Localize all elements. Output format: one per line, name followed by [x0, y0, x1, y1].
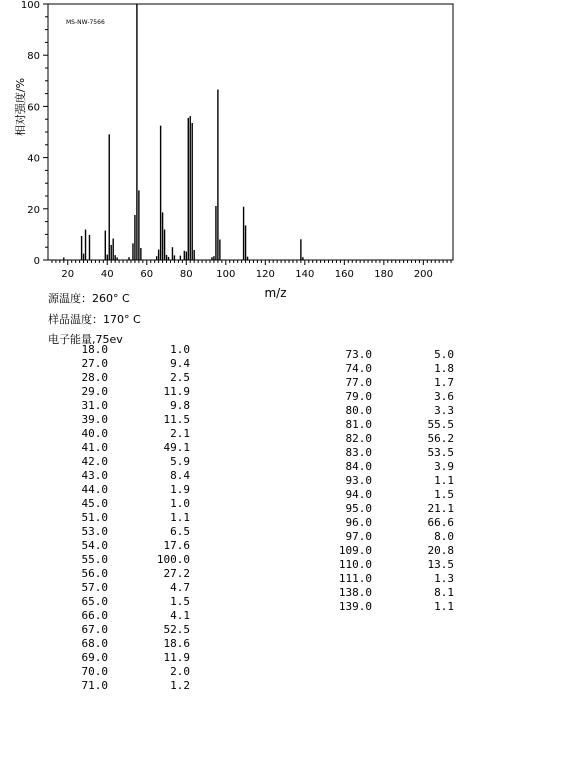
peak-row — [48, 441, 190, 455]
peak-row — [48, 665, 190, 679]
peak-row — [48, 469, 190, 483]
peak-intensity: 18.6 — [163, 637, 190, 650]
peak-row — [48, 399, 190, 413]
x-tick-label: 200 — [413, 269, 433, 280]
peak-row — [312, 404, 454, 418]
peak-mz: 41.0 — [81, 441, 108, 454]
y-tick-label: 0 — [33, 256, 40, 267]
peak-intensity: 2.5 — [170, 371, 190, 384]
peak-row — [312, 460, 454, 474]
peak-mz: 29.0 — [81, 385, 108, 398]
peak-row — [312, 488, 454, 502]
peak-row — [312, 530, 454, 544]
peak-row — [312, 474, 454, 488]
x-axis-label: m/z — [264, 286, 287, 300]
peak-row — [48, 637, 190, 651]
peak-intensity: 1.8 — [434, 362, 454, 375]
peak-mz: 109.0 — [338, 544, 372, 557]
peak-intensity: 8.0 — [434, 530, 454, 543]
peak-intensity: 13.5 — [427, 558, 454, 571]
peak-mz: 138.0 — [338, 586, 372, 599]
peak-mz: 96.0 — [345, 516, 372, 529]
electron-energy: 电子能量,75ev — [48, 333, 123, 346]
peak-row — [48, 553, 190, 567]
chart-title: MS-NW-7566 — [66, 19, 105, 26]
peak-intensity: 4.1 — [170, 609, 190, 622]
peak-row — [312, 376, 454, 390]
peak-mz: 77.0 — [345, 376, 372, 389]
peak-mz: 70.0 — [81, 665, 108, 678]
peak-mz: 39.0 — [81, 413, 108, 426]
peak-mz: 54.0 — [81, 539, 108, 552]
peak-intensity: 55.5 — [427, 418, 454, 431]
peak-row — [312, 600, 454, 614]
peak-mz: 95.0 — [345, 502, 372, 515]
peak-mz: 74.0 — [345, 362, 372, 375]
peak-intensity: 52.5 — [163, 623, 190, 636]
peak-intensity: 53.5 — [427, 446, 454, 459]
peak-row — [312, 432, 454, 446]
peak-row — [48, 385, 190, 399]
peak-intensity: 8.1 — [434, 586, 454, 599]
x-tick-label: 20 — [61, 269, 75, 280]
peak-row — [48, 413, 190, 427]
peak-row — [48, 357, 190, 371]
peak-intensity: 3.9 — [434, 460, 454, 473]
peak-mz: 84.0 — [345, 460, 372, 473]
peak-row — [312, 348, 454, 362]
peak-table-left — [48, 343, 190, 693]
peak-mz: 111.0 — [338, 572, 372, 585]
peak-row — [312, 572, 454, 586]
peak-intensity: 11.9 — [163, 385, 190, 398]
peak-row — [312, 558, 454, 572]
peak-intensity: 5.0 — [434, 348, 454, 361]
x-tick-label: 120 — [255, 269, 275, 280]
peak-mz: 18.0 — [81, 343, 108, 356]
peak-intensity: 2.0 — [170, 665, 190, 678]
peak-intensity: 3.6 — [434, 390, 454, 403]
peak-row — [48, 679, 190, 693]
peak-mz: 55.0 — [81, 553, 108, 566]
x-tick-label: 80 — [179, 269, 193, 280]
peak-row — [48, 595, 190, 609]
peak-row — [48, 651, 190, 665]
x-tick-label: 180 — [374, 269, 394, 280]
peak-intensity: 1.2 — [170, 679, 190, 692]
peak-mz: 68.0 — [81, 637, 108, 650]
peak-row — [48, 511, 190, 525]
peak-mz: 81.0 — [345, 418, 372, 431]
peak-row — [48, 343, 190, 357]
peak-intensity: 66.6 — [427, 516, 454, 529]
peak-row — [48, 581, 190, 595]
y-axis-label: 相对强度/% — [14, 77, 27, 137]
sample-temperature: 样品温度：170° C — [48, 313, 141, 326]
peak-intensity: 1.5 — [170, 595, 190, 608]
peak-mz: 71.0 — [81, 679, 108, 692]
peak-mz: 79.0 — [345, 390, 372, 403]
peak-table-right — [312, 348, 454, 614]
peak-intensity: 1.3 — [434, 572, 454, 585]
peak-intensity: 1.1 — [170, 511, 190, 524]
peak-intensity: 4.7 — [170, 581, 190, 594]
peak-mz: 82.0 — [345, 432, 372, 445]
peak-mz: 94.0 — [345, 488, 372, 501]
peak-intensity: 20.8 — [427, 544, 454, 557]
y-tick-label: 40 — [27, 153, 40, 165]
peak-intensity: 1.0 — [170, 497, 190, 510]
peak-row — [312, 544, 454, 558]
peak-intensity: 6.5 — [170, 525, 190, 538]
peak-intensity: 3.3 — [434, 404, 454, 417]
peak-intensity: 21.1 — [427, 502, 454, 515]
peak-mz: 57.0 — [81, 581, 108, 594]
peak-row — [48, 539, 190, 553]
peak-intensity: 11.9 — [163, 651, 190, 664]
peak-intensity: 1.1 — [434, 600, 454, 613]
source-temperature: 源温度：260° C — [48, 292, 130, 305]
peak-row — [312, 516, 454, 530]
peak-row — [312, 446, 454, 460]
peak-row — [48, 567, 190, 581]
peak-intensity: 17.6 — [163, 539, 190, 552]
peak-intensity: 100.0 — [156, 553, 190, 566]
peak-mz: 93.0 — [345, 474, 372, 487]
peak-mz: 43.0 — [81, 469, 108, 482]
peak-row — [48, 497, 190, 511]
peak-mz: 139.0 — [338, 600, 372, 613]
peak-mz: 73.0 — [345, 348, 372, 361]
peak-mz: 66.0 — [81, 609, 108, 622]
peak-row — [312, 502, 454, 516]
peak-mz: 27.0 — [81, 357, 108, 370]
peak-mz: 28.0 — [81, 371, 108, 384]
peak-intensity: 9.8 — [170, 399, 190, 412]
peak-mz: 40.0 — [81, 427, 108, 440]
peak-mz: 44.0 — [81, 483, 108, 496]
x-tick-label: 140 — [295, 269, 315, 280]
peak-intensity: 1.7 — [434, 376, 454, 389]
peak-mz: 80.0 — [345, 404, 372, 417]
peak-row — [312, 362, 454, 376]
peak-intensity: 1.9 — [170, 483, 190, 496]
y-tick-label: 80 — [27, 51, 40, 63]
peak-intensity: 1.0 — [170, 343, 190, 356]
peak-intensity: 1.5 — [434, 488, 454, 501]
peak-mz: 51.0 — [81, 511, 108, 524]
peak-mz: 97.0 — [345, 530, 372, 543]
y-tick-label: 60 — [27, 102, 40, 114]
peak-intensity: 27.2 — [163, 567, 190, 580]
peak-mz: 65.0 — [81, 595, 108, 608]
peak-mz: 69.0 — [81, 651, 108, 664]
peak-intensity: 5.9 — [170, 455, 190, 468]
peak-row — [312, 418, 454, 432]
mass-spectrum-chart — [0, 0, 570, 310]
peak-mz: 83.0 — [345, 446, 372, 459]
peak-row — [48, 455, 190, 469]
peak-intensity: 9.4 — [170, 357, 190, 370]
peak-mz: 42.0 — [81, 455, 108, 468]
x-tick-label: 40 — [100, 269, 114, 280]
peak-intensity: 11.5 — [163, 413, 190, 426]
peak-intensity: 8.4 — [170, 469, 190, 482]
peak-intensity: 1.1 — [434, 474, 454, 487]
x-tick-label: 160 — [334, 269, 354, 280]
peak-mz: 45.0 — [81, 497, 108, 510]
peak-row — [312, 586, 454, 600]
peak-mz: 53.0 — [81, 525, 108, 538]
y-tick-label: 100 — [20, 0, 40, 11]
peak-intensity: 2.1 — [170, 427, 190, 440]
peak-intensity: 49.1 — [163, 441, 190, 454]
peak-row — [48, 623, 190, 637]
peak-mz: 56.0 — [81, 567, 108, 580]
peak-row — [48, 525, 190, 539]
x-tick-label: 60 — [140, 269, 154, 280]
peak-row — [48, 609, 190, 623]
peak-intensity: 56.2 — [427, 432, 454, 445]
peak-row — [48, 427, 190, 441]
peak-mz: 31.0 — [81, 399, 108, 412]
x-tick-label: 100 — [216, 269, 236, 280]
peak-row — [48, 483, 190, 497]
peak-row — [312, 390, 454, 404]
peak-row — [48, 371, 190, 385]
y-tick-label: 20 — [27, 204, 40, 216]
peak-mz: 110.0 — [338, 558, 372, 571]
peak-mz: 67.0 — [81, 623, 108, 636]
